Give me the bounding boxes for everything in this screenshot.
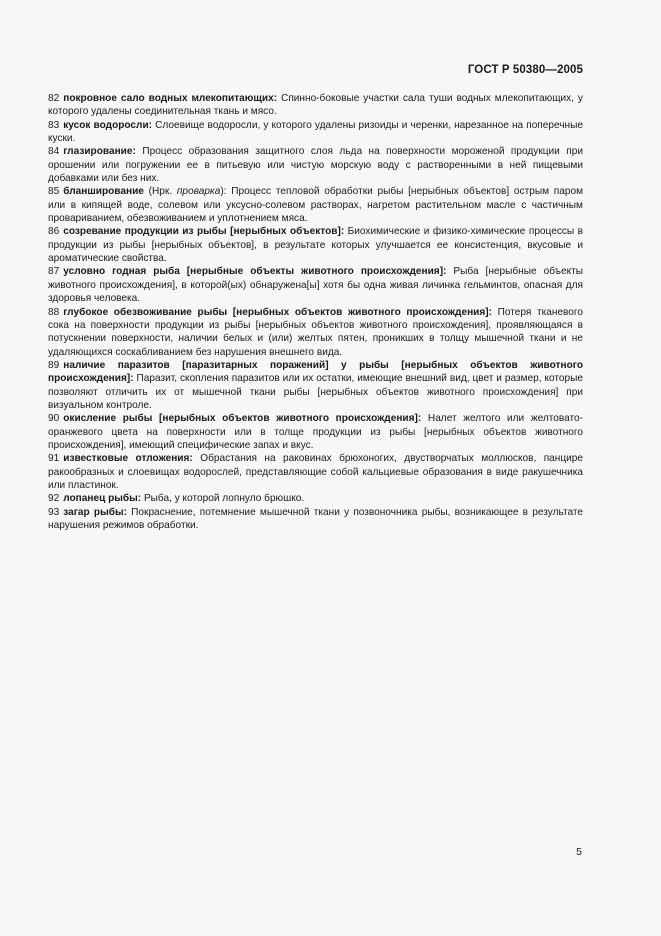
term-entry (48, 452, 583, 492)
term-definition: Слоевище водоросли, у которого удалены ризоиды и черенки, нарезанное на поперечные куски. (48, 119, 583, 145)
term-definition: Рыба [нерыбные объекты животного происхождения], в которой(ых) обнаружена[ы] хотя бы одна живая личинка гельминтов, опасная для здоровья человека. (48, 266, 583, 305)
term-definition: Покраснение, потемнение мышечной ткани у позвоночника рыбы, возникающее в результате нарушения режимов обработки. (48, 506, 583, 531)
term-name: загар рыбы: (63, 506, 127, 518)
term-entry (48, 145, 583, 185)
term-definition: Потеря тканевого сока на поверхности продукции из рыбы [нерыбных объектов животного происхождения], проявляющаяся в потускнении поверхности, наличии белых и (или) желтых пятен, проникших в толщу мышечной ткани и не удаляющихся соскабливанием без нарушения внешнего вида. (48, 306, 583, 358)
term-number: 85 (48, 186, 60, 198)
term-number: 91 (48, 453, 60, 465)
term-name: бланширование (63, 186, 144, 198)
term-number: 84 (48, 146, 60, 158)
term-name: созревание продукции из рыбы [нерыбных объектов]: (63, 226, 345, 238)
term-definition: Процесс образования защитного слоя льда на поверхности мороженой продукции при орошении или погружении ее в питьевую или чистую морскую воду с растворенными в ней пищевыми добавками или без них. (48, 146, 583, 185)
term-definition: Рыба, у которой лопнуло брюшко. (143, 493, 305, 505)
term-name: кусок водоросли: (63, 119, 153, 131)
term-number: 87 (48, 266, 60, 278)
term-number: 93 (48, 506, 60, 518)
term-note-close: ): (220, 186, 227, 198)
term-number: 86 (48, 226, 60, 238)
term-entry (48, 492, 583, 505)
term-number: 90 (48, 413, 60, 425)
terms-list (48, 92, 583, 532)
term-definition: Паразит, скопления паразитов или их остатки, имеющие внешний вид, цвет и размер, которые позволяют отличить их от мышечной ткани рыбы [нерыбных объектов животного происхождения] при визуальном контроле. (48, 373, 583, 411)
term-name: глазирование: (63, 146, 136, 158)
term-entry (48, 506, 583, 533)
term-number: 82 (48, 93, 60, 104)
term-note-open: (Нрк. (148, 186, 177, 198)
term-entry (48, 359, 583, 412)
standard-code-header: ГОСТ Р 50380—2005 (467, 64, 583, 76)
term-definition: Налет желтого или желтовато-оранжевого цвета на поверхности или в толще продукции из рыбы [нерыбных объектов животного происхождения], имеющий специфические запах и вкус. (48, 413, 583, 451)
term-definition: Обрастания на раковинах брюхоногих, двустворчатых моллюсков, панцире ракообразных и слоевищах водорослей, представляющие собой кальциевые образования в виде ракушечника или пластинок. (48, 453, 584, 491)
term-name: покровное сало водных млекопитающих: (63, 93, 278, 104)
term-name: известковые отложения: (63, 453, 193, 465)
term-name: глубокое обезвоживание рыбы [нерыбных объектов животного происхождения]: (63, 306, 492, 318)
term-entry (48, 412, 583, 452)
term-entry (48, 92, 583, 119)
term-entry (48, 185, 583, 225)
page-number: 5 (576, 846, 582, 858)
term-name: условно годная рыба [нерыбные объекты животного происхождения]: (63, 266, 447, 278)
term-number: 83 (48, 119, 60, 131)
term-entry (48, 306, 583, 359)
term-name: окисление рыбы [нерыбных объектов животного происхождения]: (63, 413, 422, 425)
term-name: лопанец рыбы: (63, 493, 142, 505)
term-entry (48, 225, 583, 265)
term-number: 88 (48, 306, 60, 318)
term-entry (48, 119, 583, 146)
term-number: 92 (48, 493, 60, 505)
term-nonrecommended-synonym: проварка (176, 186, 221, 198)
term-entry (48, 265, 583, 305)
term-number: 89 (48, 359, 60, 371)
term-definition: Биохимические и физико-химические процессы в продукции из рыбы [нерыбных объектов], в результате которых улучшается ее консистенция, вкусовые и ароматические свойства. (48, 226, 584, 265)
term-name: наличие паразитов [паразитарных поражений] у рыбы [нерыбных объектов животного происхождения]: (48, 359, 583, 385)
term-definition: Процесс тепловой обработки рыбы [нерыбных объектов] острым паром или в кипящей воде, солевом или уксусно-солевом растворах, нагретом растительном масле с частичным провариванием, обезвоживанием и уплотнением мяса. (48, 186, 584, 225)
term-definition: Спинно-боковые участки сала туши водных млекопитающих, у которого удалены соединительная ткань и мясо. (48, 93, 583, 118)
